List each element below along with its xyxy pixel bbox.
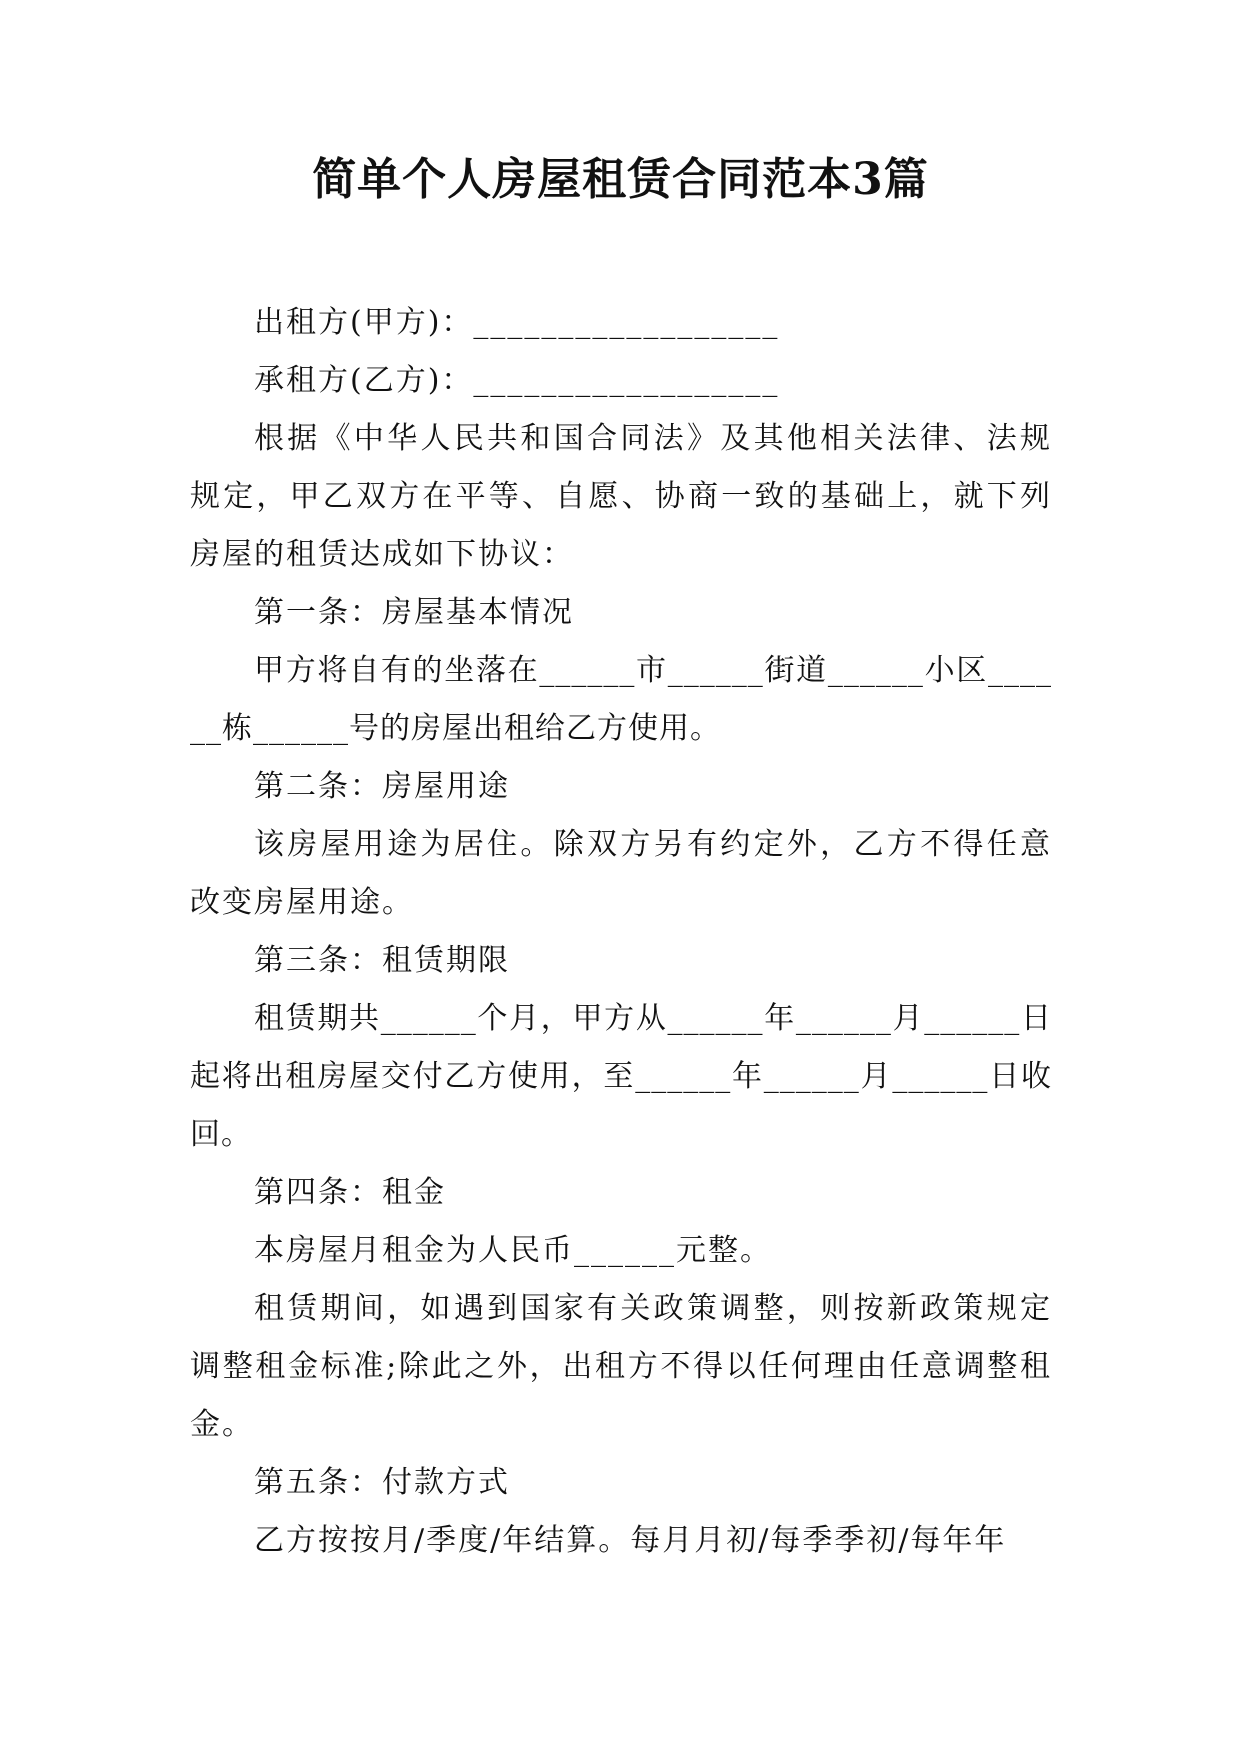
paragraph-article-3: 租赁期共______个月，甲方从______年______月______日起将出租房屋交付乙方使用，至______年______月______日收回。 xyxy=(190,1001,1052,1152)
paragraph-article-4-rent: 本房屋月租金为人民币______元整。 xyxy=(254,1233,772,1268)
paragraph-article-4-adjustment: 租赁期间，如遇到国家有关政策调整，则按新政策规定调整租金标准;除此之外，出租方不得以任何理由任意调整租金。 xyxy=(190,1291,1052,1442)
paragraph-article-2: 该房屋用途为居住。除双方另有约定外，乙方不得任意改变房屋用途。 xyxy=(190,827,1052,920)
paragraph-lessee: 承租方(乙方)：__________________ xyxy=(254,363,780,398)
heading-article-4: 第四条：租金 xyxy=(254,1175,446,1210)
heading-article-1: 第一条：房屋基本情况 xyxy=(254,595,574,630)
document-title: 简单个人房屋租赁合同范本3篇 xyxy=(312,154,929,205)
document-body xyxy=(190,294,1052,1570)
paragraph-article-1: 甲方将自有的坐落在______市______街道______小区______栋______号的房屋出租给乙方使用。 xyxy=(190,653,1052,746)
paragraph-article-5: 乙方按按月/季度/年结算。每月月初/每季季初/每年年 xyxy=(254,1523,1007,1558)
paragraph-lessor: 出租方(甲方)：__________________ xyxy=(254,305,780,340)
paragraph-preamble: 根据《中华人民共和国合同法》及其他相关法律、法规规定，甲乙双方在平等、自愿、协商一致的基础上，就下列房屋的租赁达成如下协议： xyxy=(190,421,1052,572)
heading-article-3: 第三条：租赁期限 xyxy=(254,943,510,978)
heading-article-2: 第二条：房屋用途 xyxy=(254,769,510,804)
heading-article-5: 第五条：付款方式 xyxy=(254,1465,510,1500)
